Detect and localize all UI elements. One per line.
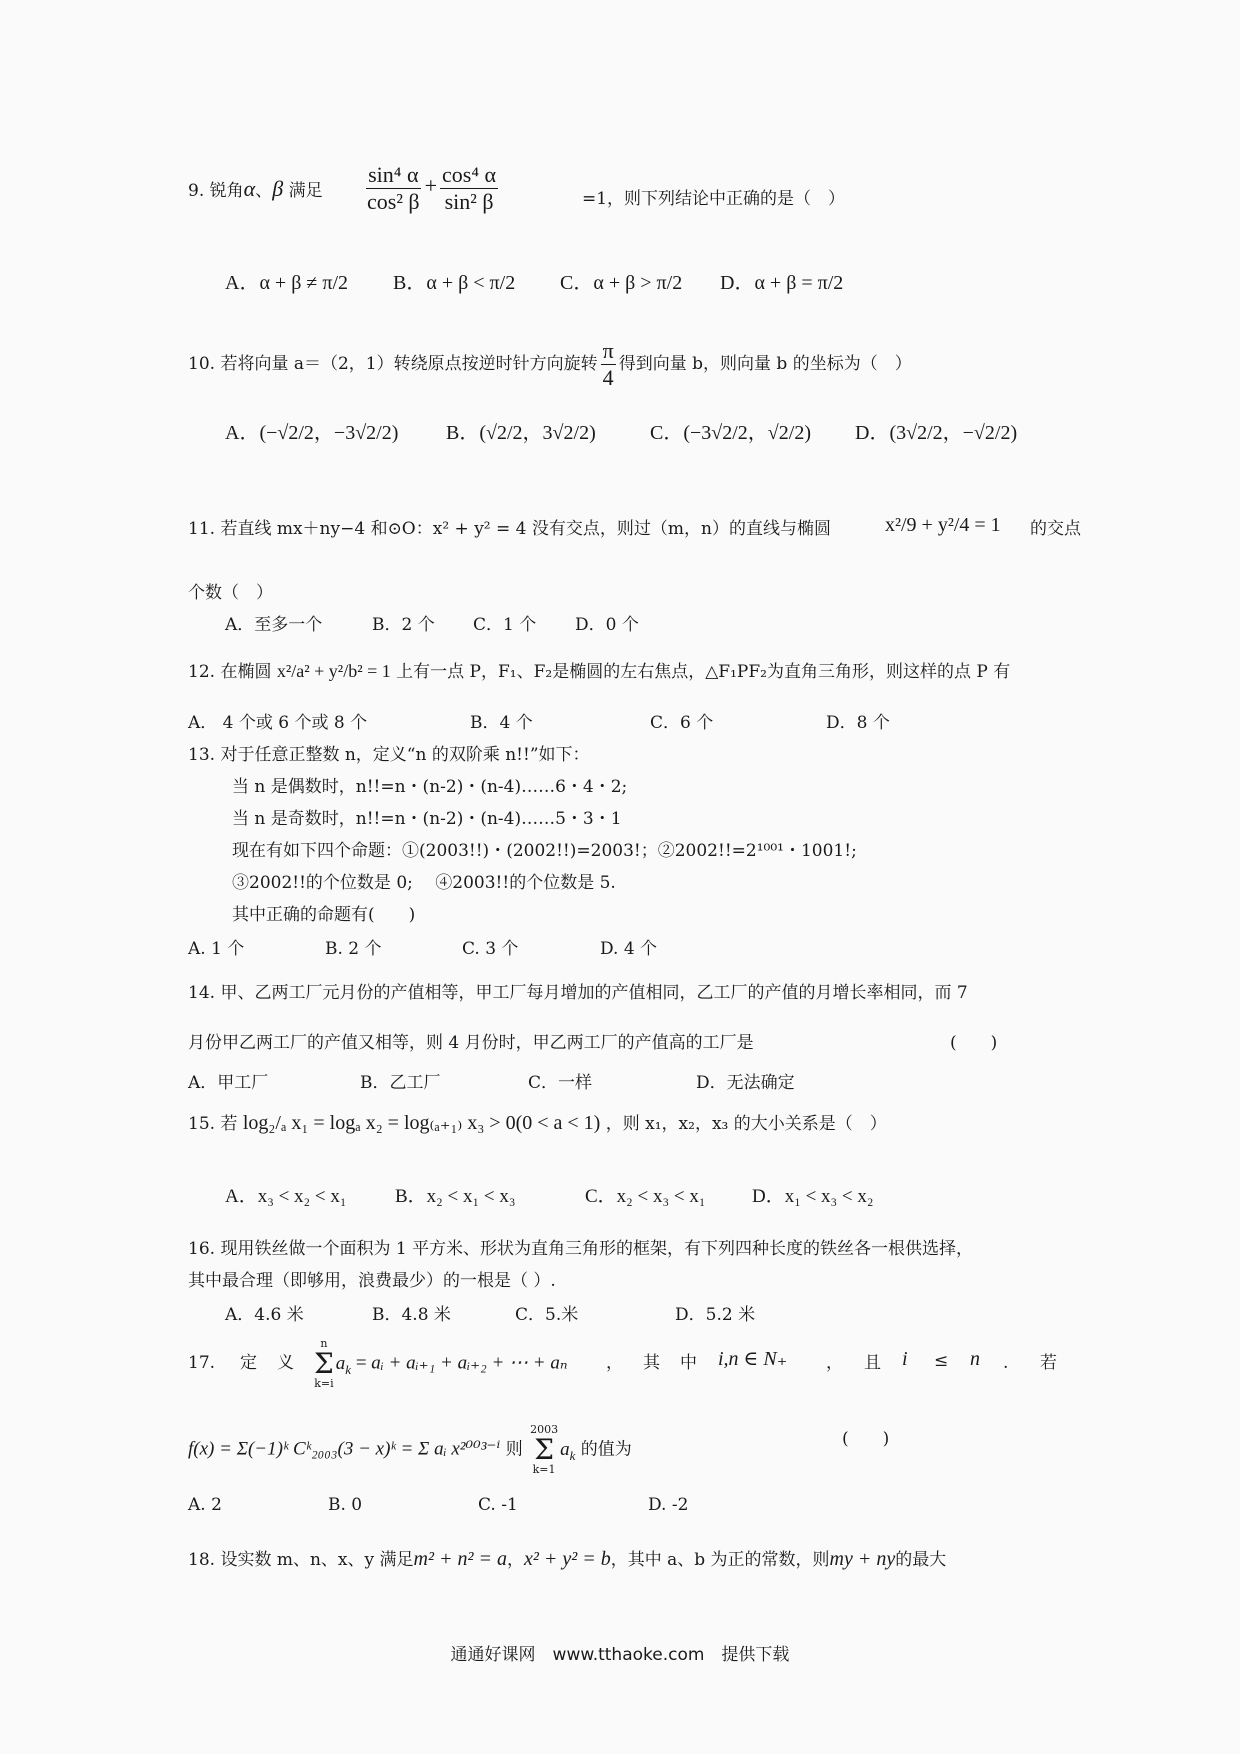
q14-option-d: D．无法确定 <box>696 1073 795 1093</box>
q13-line2: 当 n 是奇数时，n!!=n・(n-2)・(n-4)……5・3・1 <box>232 809 622 829</box>
question-18: 18. 设实数 m、n、x、y 满足m² + n² = a，x² + y² = b，其中 a、b 为正的常数，则my + ny的最大 <box>188 1548 947 1570</box>
q13-option-a: A. 1 个 <box>188 939 245 959</box>
q12-option-b: B．4 个 <box>470 713 533 733</box>
q14-bracket: ( ) <box>950 1033 998 1053</box>
q11-option-b: B．2 个 <box>372 615 435 635</box>
q11-option-c: C．1 个 <box>473 615 537 635</box>
q17-option-d: D. -2 <box>648 1495 689 1515</box>
question-11: 11. 若直线 mx＋ny−4 和⊙O：x² + y² = 4 没有交点，则过（m，n）的直线与椭圆 <box>188 519 831 539</box>
q12-option-a: A． 4 个或 6 个或 8 个 <box>188 713 368 733</box>
q13-line3: 现在有如下四个命题：①(2003!!)・(2002!!)=2003!；②2002!!=2¹⁰⁰¹・1001!; <box>232 841 857 861</box>
fraction: $\frac{\text{cos⁴ α}}{\text{sin² β}}$ <box>442 162 497 214</box>
q17-bracket: ( ) <box>842 1429 890 1449</box>
q13-line4: ③2002!!的个位数是 0; ④2003!!的个位数是 5. <box>232 873 616 893</box>
q16-stem-line2: 其中最合理（即够用，浪费最少）的一根是（ ）. <box>188 1271 556 1291</box>
q15-expression: log₂/ₐ x₁ = logₐ x₂ = log₍ₐ₊₁₎ x₃ > 0(0 < a < 1) <box>242 1112 601 1134</box>
q16-option-c: C．5.米 <box>515 1305 579 1325</box>
q14-stem-line2: 月份甲乙两工厂的产值又相等，则 4 月份时，甲乙两工厂的产值高的工厂是 <box>188 1033 754 1053</box>
q11-option-d: D．0 个 <box>575 615 639 635</box>
q11-stem-line2: 个数（ ） <box>188 583 273 603</box>
q13-line1: 当 n 是偶数时，n!!=n・(n-2)・(n-4)……6・4・2; <box>232 777 628 797</box>
q9-option-b: B．α + β < π/2 <box>393 272 516 294</box>
q13-option-b: B. 2 个 <box>325 939 382 959</box>
question-9-tail: =1，则下列结论中正确的是（ ） <box>582 189 846 209</box>
q17-option-a: A. 2 <box>188 1495 222 1515</box>
fraction: $\frac{\pi}{4}$ <box>602 338 614 390</box>
q10-option-c: C．(−3√2/2，√2/2) <box>650 422 812 444</box>
summation-icon: 2003 Σ k=1 <box>530 1423 559 1476</box>
q11-option-a: A．至多一个 <box>225 615 323 635</box>
q17-option-c: C. -1 <box>478 1495 518 1515</box>
question-15: 15. 若 log₂/ₐ x₁ = logₐ x₂ = log₍ₐ₊₁₎ x₃ > 0(0 < a < 1) ，则 x₁，x₂，x₃ 的大小关系是（ ） <box>188 1112 887 1134</box>
q16-option-b: B．4.8 米 <box>372 1305 451 1325</box>
question-9-number: 9. <box>188 181 205 201</box>
q12-option-d: D．8 个 <box>826 713 890 733</box>
q17-number: 17. <box>188 1353 216 1373</box>
q9-option-d: D．α + β = π/2 <box>720 272 844 294</box>
question-14: 14. 甲、乙两工厂元月份的产值相等，甲工厂每月增加的产值相同，乙工厂的产值的月增长率相同，而 7 <box>188 983 968 1003</box>
q13-option-c: C. 3 个 <box>462 939 519 959</box>
q15-option-c: C．x₂ < x₃ < x₁ <box>585 1186 706 1207</box>
q16-option-d: D．5.2 米 <box>675 1305 756 1325</box>
q15-option-d: D．x₁ < x₃ < x₂ <box>752 1186 874 1207</box>
page-footer: 通通好课网 www.tthaoke.com 提供下载 <box>450 1645 790 1665</box>
q9-option-c: C．α + β > π/2 <box>560 272 683 294</box>
q13-option-d: D. 4 个 <box>600 939 658 959</box>
q15-option-a: A．x₃ < x₂ < x₁ <box>225 1186 347 1207</box>
q14-option-c: C．一样 <box>528 1073 593 1093</box>
question-13: 13. 对于任意正整数 n，定义“n 的双阶乘 n!!”如下： <box>188 745 590 765</box>
question-12: 12. 在椭圆 x²/a² + y²/b² = 1 上有一点 P，F₁、F₂是椭圆的左右焦点，△F₁PF₂为直角三角形，则这样的点 P 有 <box>188 661 1011 682</box>
q14-option-b: B．乙工厂 <box>360 1073 441 1093</box>
question-16: 16. 现用铁丝做一个面积为 1 平方米、形状为直角三角形的框架，有下列四种长度的铁丝各一根供选择， <box>188 1239 974 1259</box>
question-9-fractions: $\frac{\text{sin⁴ α}}{\text{cos² β}}$ + $\frac{\text{cos⁴ α}}{\text{sin² β}}$ <box>367 162 497 214</box>
q9-option-a: A．α + β ≠ π/2 <box>225 272 349 294</box>
q17-option-b: B. 0 <box>328 1495 363 1515</box>
q16-option-a: A．4.6 米 <box>225 1305 304 1325</box>
question-9: 9. 锐角α、β 满足 <box>188 176 323 201</box>
q13-line5: 其中正确的命题有( ) <box>232 905 416 925</box>
q17-definition: n Σ k=i $a_k$ = aᵢ + aᵢ₊₁ + aᵢ₊₂ + ⋯ + aₙ <box>314 1337 568 1390</box>
q17-line2: f(x) = Σ(−1)ᵏ Cᵏ₂₀₀₃(3 − x)ᵏ = Σ aᵢ x²⁰⁰³⁻ⁱ 则 2003 Σ k=1 $a_k$ 的值为 <box>188 1423 632 1476</box>
q11-stem-post: 的交点 <box>1030 519 1081 539</box>
q10-option-d: D．(3√2/2，−√2/2) <box>855 422 1018 444</box>
q10-option-a: A．(−√2/2，−3√2/2) <box>225 422 399 444</box>
q14-option-a: A．甲工厂 <box>188 1073 269 1093</box>
q11-ellipse: x²/9 + y²/4 = 1 <box>885 514 1001 536</box>
q12-option-c: C．6 个 <box>650 713 714 733</box>
fraction: $\frac{\text{sin⁴ α}}{\text{cos² β}}$ <box>367 162 420 214</box>
q15-option-b: B．x₂ < x₁ < x₃ <box>395 1186 516 1207</box>
q12-ellipse: x²/a² + y²/b² = 1 <box>276 661 391 681</box>
summation-icon: n Σ k=i <box>314 1337 334 1390</box>
q10-option-b: B．(√2/2，3√2/2) <box>446 422 596 444</box>
question-10: 10. 若将向量 a＝（2，1）转绕原点按逆时针方向旋转 $\frac{\pi}{4}$ 得到向量 b，则向量 b 的坐标为（ ） <box>188 338 912 390</box>
